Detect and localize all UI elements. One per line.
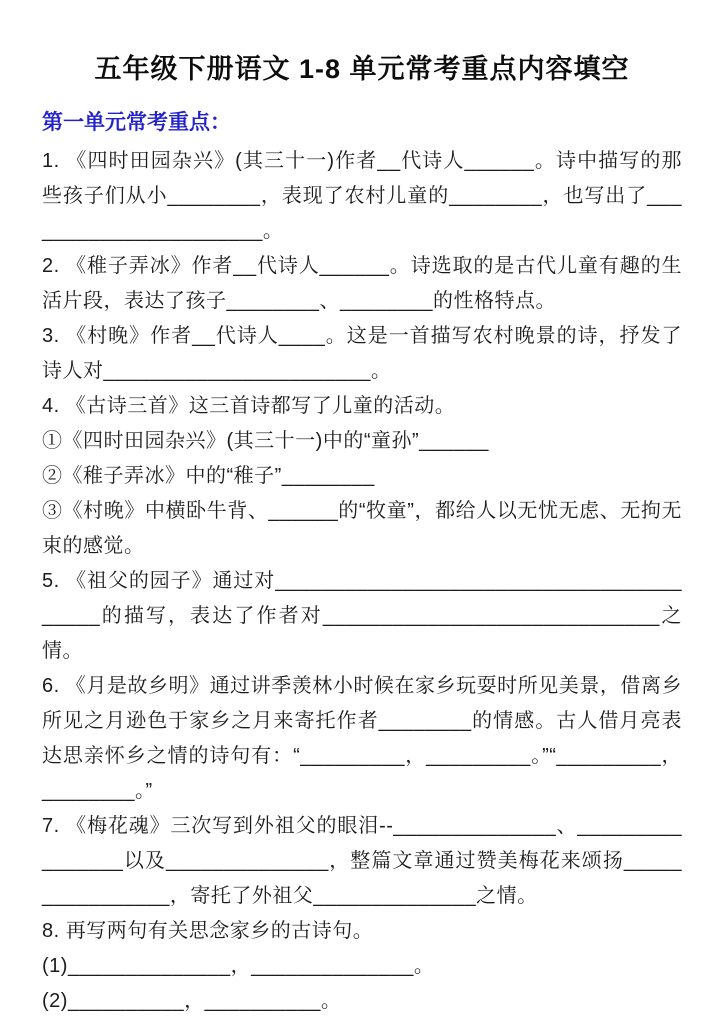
worksheet-item-3: 3. 《村晚》作者__代诗人____。这是一首描写农村晚景的诗，抒发了诗人对_______________________。 xyxy=(42,325,682,382)
worksheet-item-8-sub-2: (2)__________，__________。 xyxy=(42,990,342,1012)
worksheet-item-6: 6. 《月是故乡明》通过讲季羡林小时候在家乡玩耍时所见美景，借离乡所见之月逊色于家乡之月来寄托作者________的情感。古人借月亮表达思亲怀乡之情的诗句有：“_________，_________。”“_________，________。” xyxy=(42,675,682,802)
worksheet-item-8: 8. 再写两句有关思念家乡的古诗句。 xyxy=(42,920,374,942)
worksheet-item-7: 7. 《梅花魂》三次写到外祖父的眼泪--______________、________________以及______________，整篇文章通过赞美梅花来颂扬________________，寄托了外祖父______________之情。 xyxy=(42,815,682,907)
worksheet-item-4-sub-2: ②《稚子弄冰》中的“稚子”________ xyxy=(42,465,375,487)
worksheet-item-4-sub-1: ①《四时田园杂兴》(其三十一)中的“童孙”______ xyxy=(42,430,489,452)
worksheet-item-1: 1. 《四时田园杂兴》(其三十一)作者__代诗人______。诗中描写的那些孩子们从小________，表现了农村儿童的________，也写出了______________________。 xyxy=(42,150,682,242)
page-title: 五年级下册语文 1-8 单元常考重点内容填空 xyxy=(94,54,630,84)
worksheet-item-4: 4. 《古诗三首》这三首诗都写了儿童的活动。 xyxy=(42,395,456,417)
worksheet-item-2: 2. 《稚子弄冰》作者__代诗人______。诗选取的是古代儿童有趣的生活片段，表达了孩子________、________的性格特点。 xyxy=(42,255,682,312)
worksheet-item-4-sub-3: ③《村晚》中横卧牛背、______的“牧童”，都给人以无忧无虑、无拘无束的感觉。 xyxy=(42,500,682,557)
section-heading-unit-1: 第一单元常考重点： xyxy=(42,111,231,134)
worksheet-item-5: 5. 《祖父的园子》通过对________________________________________的描写，表达了作者对_____________________________之情。 xyxy=(42,570,682,662)
worksheet-item-8-sub-1: (1)______________，______________。 xyxy=(42,955,435,977)
worksheet-items xyxy=(42,144,682,1019)
